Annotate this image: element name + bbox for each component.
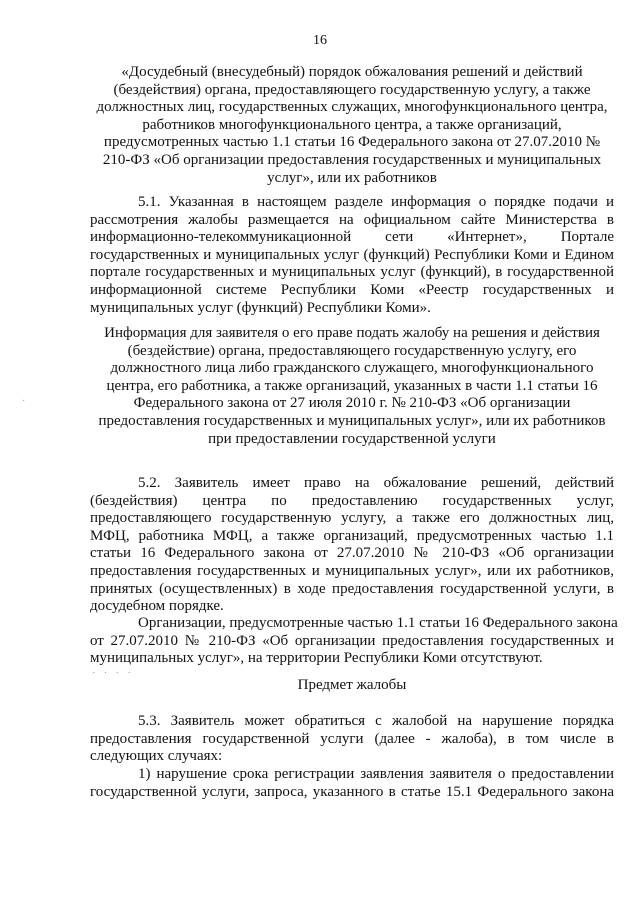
paragraph-line: 5.3. Заявитель может обратиться с жалобой на нарушение порядка <box>138 713 614 729</box>
paragraph-line: досудебном порядке. <box>90 598 224 615</box>
heading-line: Предмет жалобы <box>297 677 407 693</box>
scan-artifact: · <box>22 396 29 407</box>
paragraph-line: предоставления государственной услуги (далее - жалоба), в том числе в <box>90 730 614 747</box>
paragraph-line: информационной системе Республики Коми «Реестр государственных и <box>90 281 614 298</box>
paragraph-line: МФЦ, работника МФЦ, а также организаций, предусмотренных частью 1.1 <box>90 527 614 544</box>
heading-line: при предоставлении государственной услуги <box>208 430 496 447</box>
paragraph-line: статьи 16 Федерального закона от 27.07.2010 № 210-ФЗ «Об организации <box>90 545 614 562</box>
paragraph-5-2 <box>90 475 614 616</box>
heading-line: работников многофункционального центра, а также организаций, <box>142 116 562 133</box>
page-number: 16 <box>313 33 327 48</box>
paragraph-line: Организации, предусмотренные частью 1.1 статьи 16 Федерального закона <box>138 615 618 631</box>
heading-line: (бездействие) органа, предоставляющего государственную услугу, его <box>127 342 577 359</box>
scan-artifact: · · · · <box>92 668 134 679</box>
paragraph-line: 5.2. Заявитель имеет право на обжалование решений, действий <box>138 475 614 491</box>
subject-heading <box>90 677 614 695</box>
paragraph-line: муниципальных услуг», на территории Республики Коми отсутствуют. <box>90 650 543 667</box>
heading-line: Федерального закона от 27 июля 2010 г. № 210-ФЗ «Об организации <box>133 395 571 412</box>
heading-line: должностного лица либо гражданского служащего, многофункционального <box>110 360 594 377</box>
paragraph-line: портале государственных и муниципальных услуг (функций), в государственной <box>90 264 614 281</box>
heading-line: предоставления государственных и муниципальных услуг», или их работников <box>98 412 606 429</box>
paragraph-line: следующих случаях: <box>90 748 223 765</box>
paragraph-line: 1) нарушение срока регистрации заявления заявителя о предоставлении <box>138 766 614 782</box>
paragraph-line: рассмотрения жалобы размещается на официальном сайте Министерства в <box>90 211 614 228</box>
paragraph-line: муниципальных услуг (функций) Республики Коми». <box>90 299 431 316</box>
section-heading <box>90 64 614 187</box>
heading-line: центра, его работника, а также организаций, указанных в части 1.1 статьи 16 <box>106 377 598 394</box>
heading-line: предусмотренных частью 1.1 статьи 16 Федерального закона от 27.07.2010 № <box>103 134 601 151</box>
paragraph-line: государственных и муниципальных услуг (функций) Республики Коми и Едином <box>90 246 614 263</box>
paragraph-line: 5.1. Указанная в настоящем разделе информация о порядке подачи и <box>138 194 614 210</box>
paragraph-line: государственной услуги, запроса, указанного в статье 15.1 Федерального закона <box>90 783 614 800</box>
paragraph-line: (бездействия) центра по предоставлению государственных услуг, <box>90 492 614 509</box>
heading-line: должностных лиц, государственных служащих, многофункционального центра, <box>96 99 608 116</box>
heading-line: Информация для заявителя о его праве подать жалобу на решения и действия <box>104 325 600 341</box>
paragraph-organizations <box>90 615 618 668</box>
paragraph-5-3 <box>90 713 614 766</box>
info-heading <box>90 325 614 448</box>
paragraph-item-1 <box>90 766 614 801</box>
paragraph-line: информационно-телекоммуникационной сети «Интернет», Портале <box>90 229 614 246</box>
paragraph-line: предоставляющего государственную услугу, а также его должностных лиц, <box>90 510 614 527</box>
paragraph-line: принятых (осуществленных) в ходе предоставления государственной услуги, в <box>90 580 614 597</box>
heading-line: (бездействия) органа, предоставляющего государственную услугу, а также <box>113 81 591 98</box>
paragraph-5-1 <box>90 194 614 317</box>
paragraph-line: от 27.07.2010 № 210-ФЗ «Об организации предоставления государственных и <box>90 632 614 649</box>
heading-line: 210-ФЗ «Об организации предоставления государственных и муниципальных <box>102 151 602 168</box>
heading-line: «Досудебный (внесудебный) порядок обжалования решений и действий <box>121 64 583 80</box>
heading-line: услуг», или их работников <box>267 169 437 186</box>
paragraph-line: предоставления государственных и муниципальных услуг», или их работников, <box>90 562 614 579</box>
